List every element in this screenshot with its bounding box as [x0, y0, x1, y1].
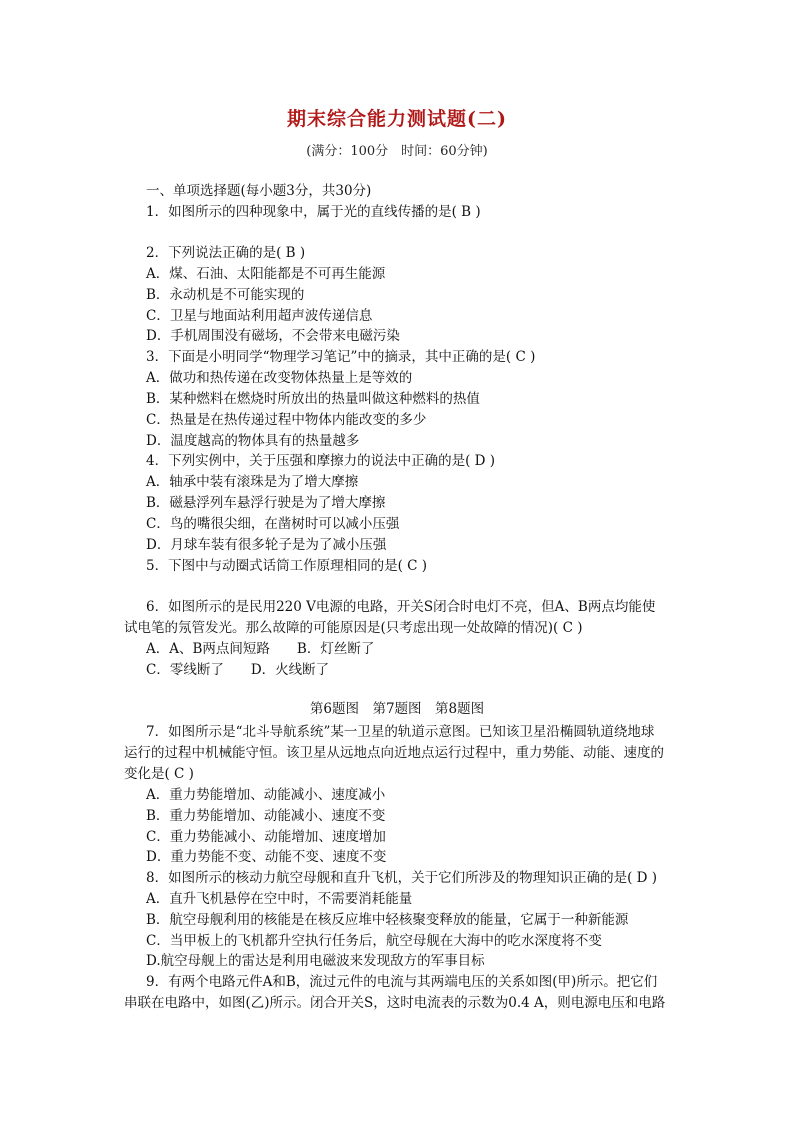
question-2-option-a: A．煤、石油、太阳能都是不可再生能源 [146, 266, 386, 282]
question-7-line-3: 变化是( C ) [124, 766, 194, 782]
question-9-line-2: 串联在电路中，如图(乙)所示。闭合开关S，这时电流表的示数为0.4 A，则电源电压和电路 [124, 995, 666, 1011]
question-8: 8．如图所示的核动力航空母舰和直升飞机，关于它们所涉及的物理知识正确的是( D ) [146, 870, 658, 886]
question-4-option-d: D．月球车装有很多轮子是为了减小压强 [146, 537, 387, 553]
question-6-line-2: 试电笔的氖管发光。那么故障的可能原因是(只考虑出现一处故障的情况)( C ) [124, 620, 583, 636]
question-7-line-2: 运行的过程中机械能守恒。该卫星从远地点向近地点运行过程中，重力势能、动能、速度的 [124, 745, 664, 761]
question-8-option-a: A．直升飞机悬停在空中时，不需要消耗能量 [146, 891, 413, 907]
question-8-option-b: B．航空母舰利用的核能是在核反应堆中轻核聚变释放的能量，它属于一种新能源 [146, 912, 629, 928]
question-4-option-b: B．磁悬浮列车悬浮行驶是为了增大摩擦 [146, 495, 386, 511]
question-4-option-c: C．鸟的嘴很尖细，在凿树时可以减小压强 [146, 516, 400, 532]
question-2-option-c: C．卫星与地面站利用超声波传递信息 [146, 308, 373, 324]
question-5: 5．下图中与动圈式话筒工作原理相同的是( C ) [146, 558, 428, 574]
question-7-line-1: 7．如图所示是“北斗导航系统”某一卫星的轨道示意图。已知该卫星沿椭圆轨道绕地球 [146, 724, 655, 740]
figure-captions: 第6题图 第7题图 第8题图 [309, 701, 485, 717]
question-6-line-1: 6．如图所示的是民用220 V电源的电路，开关S闭合时电灯不亮，但A、B两点均能使 [146, 599, 656, 615]
section-heading: 一、单项选择题(每小题3分，共30分) [146, 183, 372, 199]
question-7-option-a: A．重力势能增加、动能减小、速度减小 [146, 787, 386, 803]
question-3-option-c: C．热量是在热传递过程中物体内能改变的多少 [146, 412, 427, 428]
question-8-option-c: C．当甲板上的飞机都升空执行任务后，航空母舰在大海中的吃水深度将不变 [146, 933, 602, 949]
question-7-option-c: C．重力势能减小、动能增加、速度增加 [146, 829, 386, 845]
question-4-option-a: A．轴承中装有滚珠是为了增大摩擦 [146, 474, 359, 490]
exam-info: (满分：100分 时间：60分钟) [306, 144, 488, 159]
question-7-option-d: D．重力势能不变、动能不变、速度不变 [146, 849, 387, 865]
question-9-line-1: 9．有两个电路元件A和B，流过元件的电流与其两端电压的关系如图(甲)所示。把它们 [146, 974, 658, 990]
question-6-options-cd: C．零线断了 D．火线断了 [146, 662, 330, 678]
question-1: 1．如图所示的四种现象中，属于光的直线传播的是( B ) [146, 204, 481, 220]
question-2-option-d: D．手机周围没有磁场，不会带来电磁污染 [146, 328, 400, 344]
question-3: 3．下面是小明同学“物理学习笔记”中的摘录，其中正确的是( C ) [146, 349, 536, 365]
question-2: 2．下列说法正确的是( B ) [146, 245, 306, 261]
question-6-options-ab: A．A、B两点间短路 B．灯丝断了 [146, 641, 375, 657]
question-7-option-b: B．重力势能增加、动能减小、速度不变 [146, 808, 386, 824]
question-8-option-d: D.航空母舰上的雷达是利用电磁波来发现敌方的军事目标 [146, 953, 485, 969]
page-title: 期末综合能力测试题(二) [287, 108, 507, 130]
question-4: 4．下列实例中，关于压强和摩擦力的说法中正确的是( D ) [146, 453, 496, 469]
question-3-option-a: A．做功和热传递在改变物体热量上是等效的 [146, 370, 413, 386]
question-3-option-b: B．某种燃料在燃烧时所放出的热量叫做这种燃料的热值 [146, 391, 480, 407]
question-2-option-b: B．永动机是不可能实现的 [146, 287, 305, 303]
question-3-option-d: D．温度越高的物体具有的热量越多 [146, 433, 360, 449]
